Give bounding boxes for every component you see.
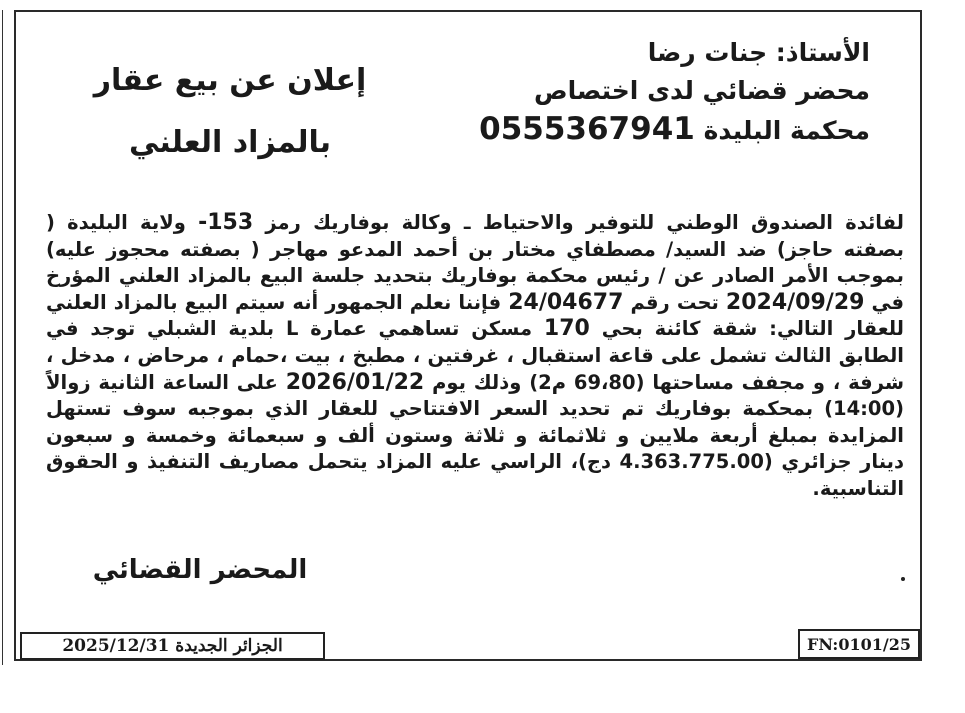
body-part-1: لفائدة الصندوق الوطني للتوفير والاحتياط ـ وكالة بوفاريك رمز xyxy=(265,211,904,234)
bailiff-role: محضر قضائي لدى اختصاص xyxy=(533,76,870,105)
body-part-2: ولاية البليدة ( بصفته حاجز) ضد السيد/ مصطفاي مختار بن أحمد المدعو مهاجر ( بصفته محجوز عليه) بموجب الأمر الصادر عن / رئيس محكمة بوفاريك بتحديد جلسة البيع بالمزاد العلني المؤرخ في xyxy=(46,211,904,314)
agency-code: 153- xyxy=(198,210,254,235)
announcement-title xyxy=(80,50,380,174)
bailiff-signature: المحضر القضائي xyxy=(92,555,308,585)
order-number: 24/04677 xyxy=(508,289,624,315)
phone-number: 0555367941 xyxy=(479,111,695,147)
sale-time: (14:00) xyxy=(824,397,904,421)
court-phone-line xyxy=(479,110,870,150)
body-part-9: ، الراسي عليه المزاد يتحمل مصاريف التنفيذ و الحقوق التناسبية. xyxy=(46,450,904,500)
order-date: 2024/09/29 xyxy=(725,289,865,315)
bailiff-header xyxy=(479,34,870,150)
body-part-8: بمحكمة بوفاريك تم تحديد السعر الافتتاحي للعقار الذي بموجبه سوف تستهل المزايدة بمبلغ أربعة ملايين و ثلاثمائة و ثلاثة وستون ألف و سبعمائة وخمسة و سبعون دينار جزائري xyxy=(46,397,904,474)
stray-mark xyxy=(901,577,905,581)
body-part-6: وذلك يوم xyxy=(432,370,522,394)
fn-code-box: FN:0101/25 xyxy=(798,629,920,659)
title-line-1: إعلان عن بيع عقار xyxy=(93,63,367,98)
scan-edge-line xyxy=(2,10,3,665)
lawyer-name: الأستاذ: جنات رضا xyxy=(647,38,870,67)
newspaper-date-box: الجزائر الجديدة 2025/12/31 xyxy=(20,632,325,660)
housing-units: 170 xyxy=(543,316,590,342)
court-label: محكمة البليدة xyxy=(703,116,870,145)
body-part-4: فإننا نعلم الجمهور أنه سيتم البيع بالمزاد العلني للعقار التالي: شقة كائنة بحي xyxy=(46,290,905,341)
apartment-area: (69،80 م2) xyxy=(529,370,645,394)
sale-date: 2026/01/22 xyxy=(285,369,425,395)
body-part-5: مسكن تساهمي عمارة L بلدية الشبلي توجد في الطابق الثالث تشمل على قاعة استقبال ، غرفتين ، مطبخ ، بيت ،حمام ، مرحاض ، مدخل ، شرفة ، و مجفف مساحتها xyxy=(46,317,904,394)
title-line-2: بالمزاد العلني xyxy=(128,125,332,160)
opening-price: (4.363.775.00 دج) xyxy=(577,450,773,474)
body-part-3: تحت رقم xyxy=(630,290,719,314)
announcement-body xyxy=(46,210,904,503)
body-part-7: على الساعة الثانية زوالاً xyxy=(46,370,278,394)
